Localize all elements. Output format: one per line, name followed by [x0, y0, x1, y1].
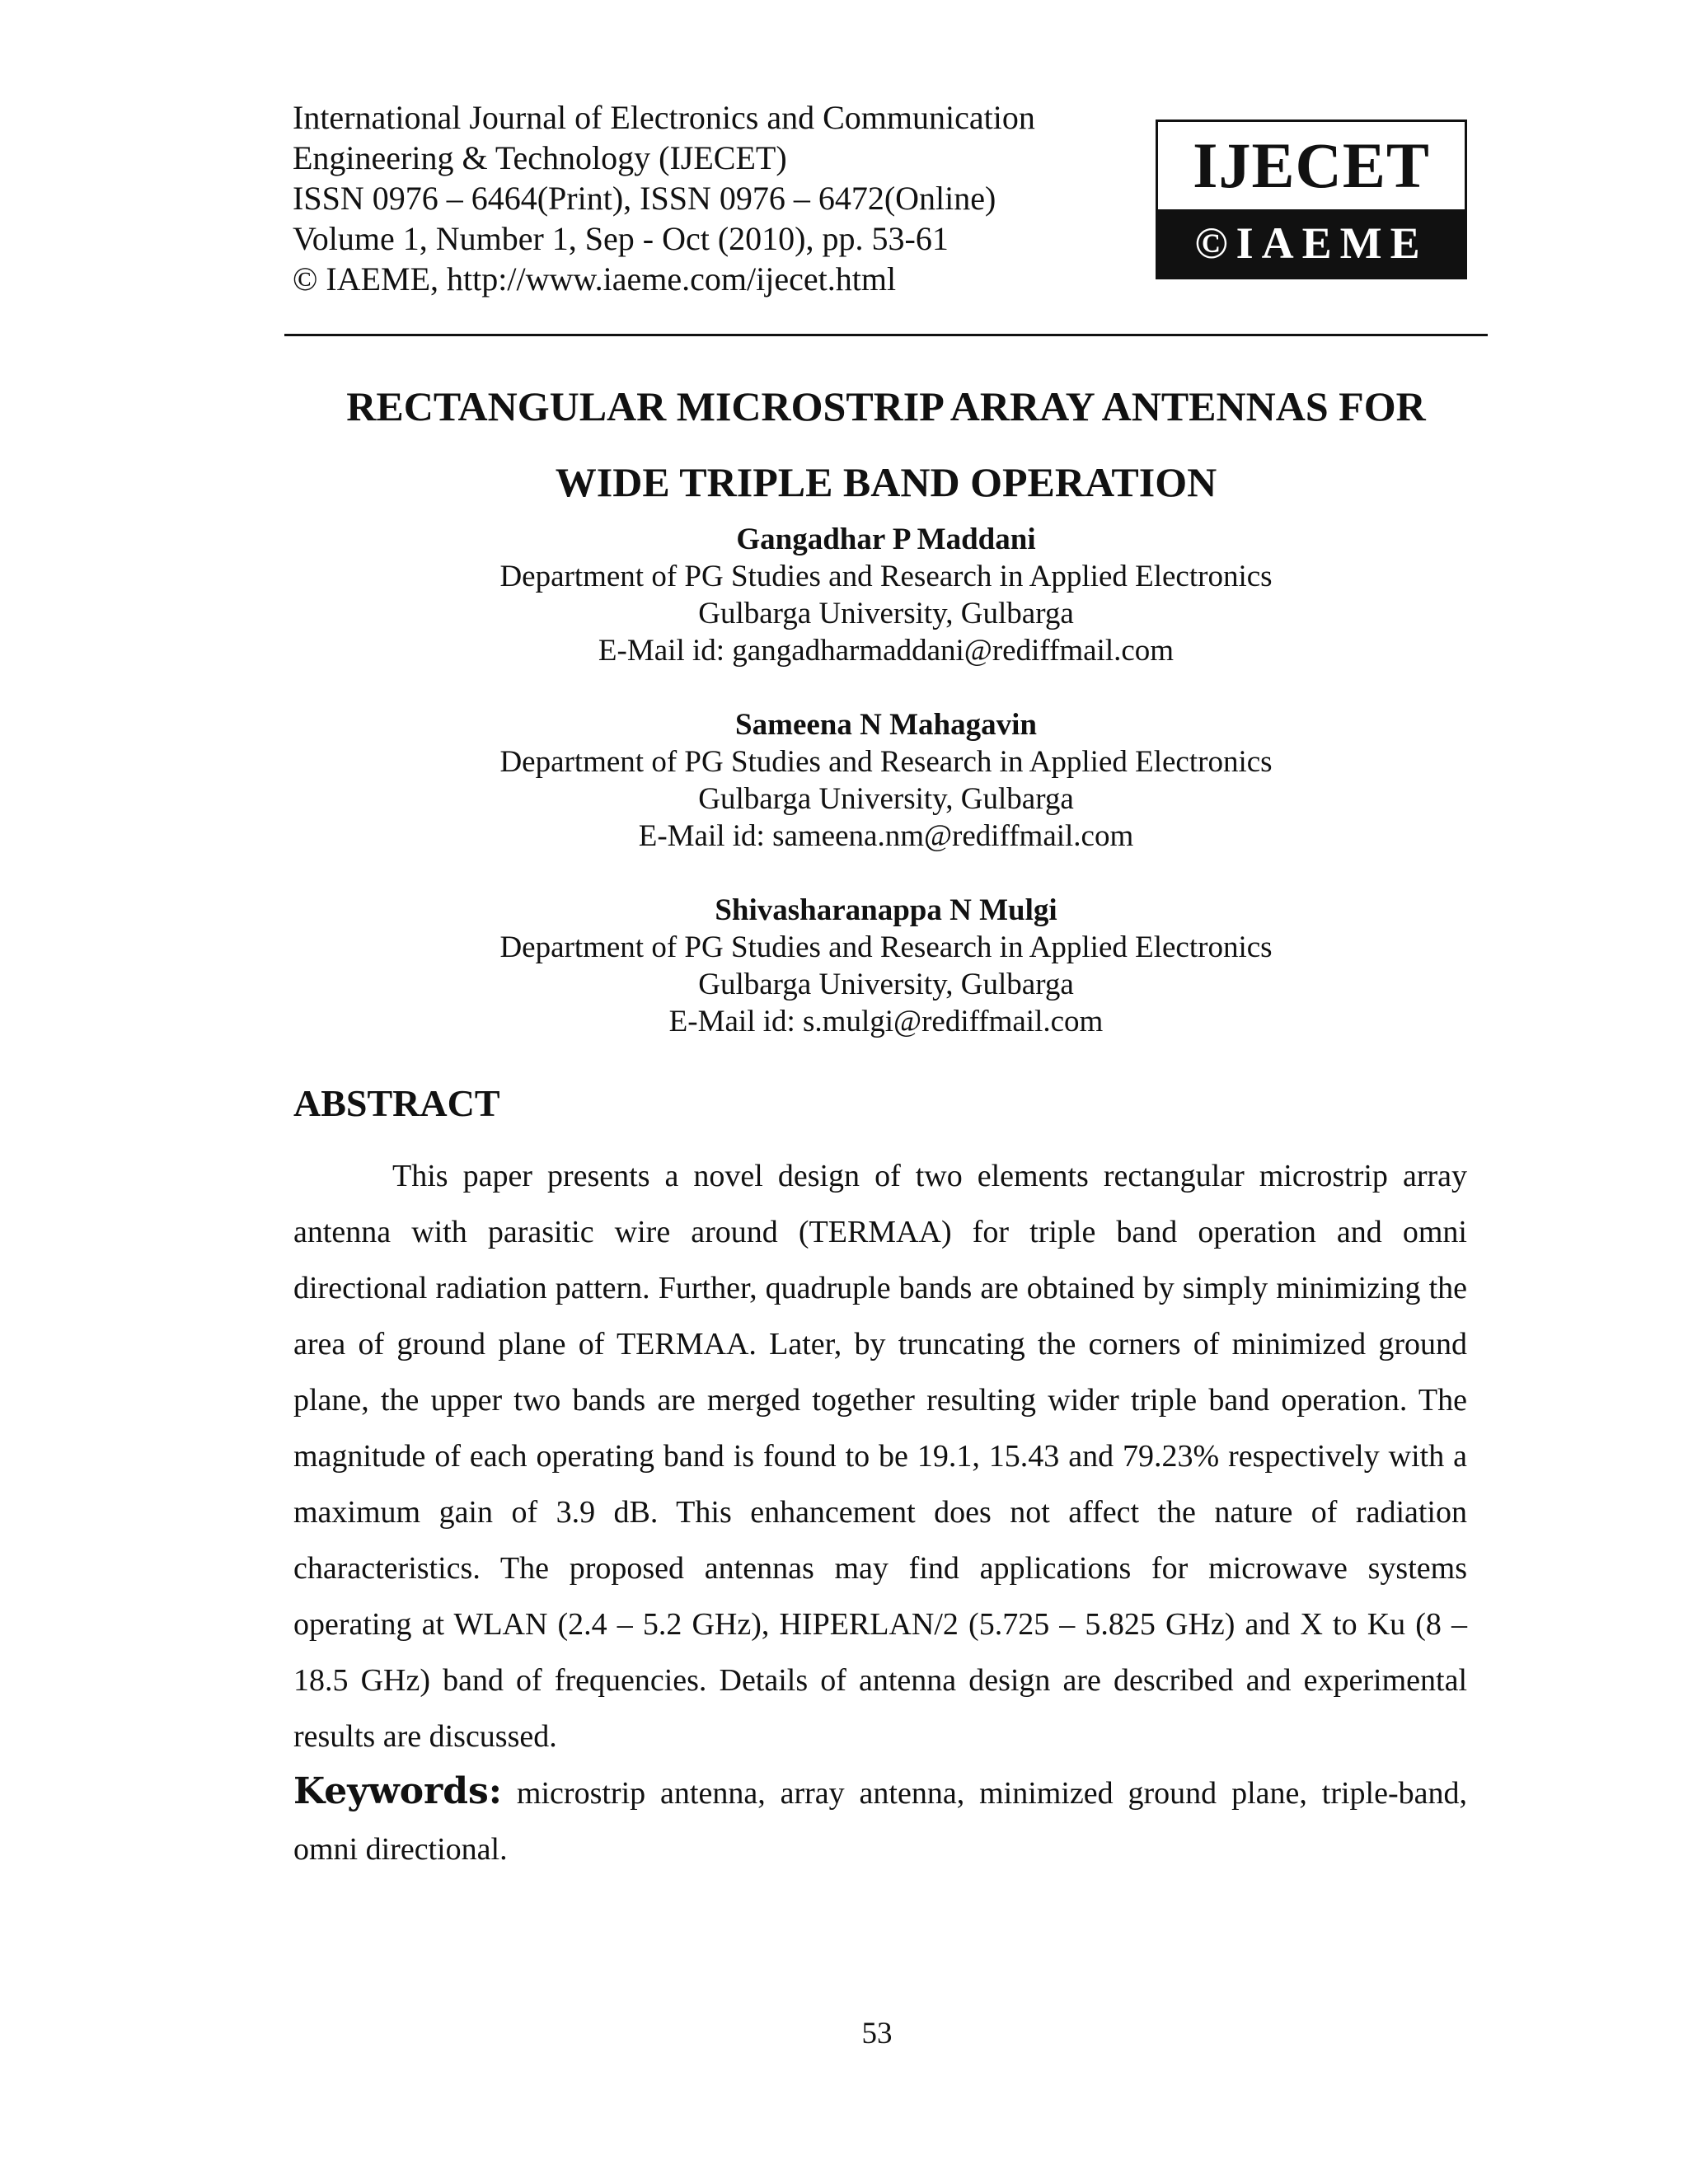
author-department: Department of PG Studies and Research in Applied Electronics — [499, 560, 1273, 593]
author-university: Gulbarga University, Gulbarga — [698, 968, 1074, 1001]
author-list — [284, 521, 1488, 1077]
paper-title-line-1: RECTANGULAR MICROSTRIP ARRAY ANTENNAS FOR — [346, 383, 1426, 429]
author-email: E-Mail id: s.mulgi@rediffmail.com — [668, 1005, 1104, 1038]
journal-logo — [1156, 120, 1467, 279]
header-divider — [284, 334, 1488, 336]
logo-title: IJECET — [1193, 129, 1430, 201]
volume-line: Volume 1, Number 1, Sep - Oct (2010), pp. 53-61 — [293, 220, 949, 257]
author-department: Department of PG Studies and Research in Applied Electronics — [499, 930, 1273, 964]
keywords-label: Keywords: — [293, 1770, 503, 1812]
paper-title-line-2: WIDE TRIPLE BAND OPERATION — [555, 459, 1217, 505]
author-name: Gangadhar P Maddani — [736, 523, 1036, 556]
author-block — [284, 892, 1488, 1040]
author-department: Department of PG Studies and Research in Applied Electronics — [499, 745, 1273, 779]
keywords-text: microstrip antenna, array antenna, minimized ground plane, triple-band, omni directional. — [293, 1776, 1467, 1867]
keywords — [293, 1764, 1467, 1877]
author-name: Shivasharanappa N Mulgi — [715, 893, 1057, 927]
copyright-line: © IAEME, http://www.iaeme.com/ijecet.html — [293, 260, 897, 298]
abstract-heading: ABSTRACT — [293, 1082, 500, 1124]
author-block — [284, 706, 1488, 855]
author-block — [284, 521, 1488, 669]
page-number: 53 — [861, 2017, 893, 2050]
paper-title — [284, 368, 1488, 520]
journal-name-line-1: International Journal of Electronics and Communication — [293, 99, 1035, 136]
author-email: E-Mail id: gangadharmaddani@rediffmail.com — [598, 634, 1175, 668]
author-email: E-Mail id: sameena.nm@rediffmail.com — [638, 819, 1134, 853]
journal-name-line-2: Engineering & Technology (IJECET) — [293, 139, 787, 176]
author-university: Gulbarga University, Gulbarga — [698, 597, 1074, 630]
journal-info — [293, 97, 1117, 299]
issn-line: ISSN 0976 – 6464(Print), ISSN 0976 – 6472(Online) — [293, 180, 996, 217]
abstract-body: This paper presents a novel design of two elements rectangular microstrip array antenna with parasitic wire around (TERMAA) for triple band operation and omni directional radiation pattern. Further, quadruple bands are obtained by simply minimizing the area of ground plane of TERMAA. Later, by truncating the corners of minimized ground plane, the upper two bands are merged together resulting wider triple band operation. The magnitude of each operating band is found to be 19.1, 15.43 and 79.23% respectively with a maximum gain of 3.9 dB. This enhancement does not affect the nature of radiation characteristics. The proposed antennas may find applications for microwave systems operating at WLAN (2.4 – 5.2 GHz), HIPERLAN/2 (5.725 – 5.825 GHz) and X to Ku (8 – 18.5 GHz) band of frequencies. Details of antenna design are described and experimental results are discussed. — [293, 1159, 1467, 1754]
logo-publisher: ©IAEME — [1158, 209, 1465, 277]
author-name: Sameena N Mahagavin — [735, 708, 1037, 742]
author-university: Gulbarga University, Gulbarga — [698, 782, 1074, 816]
